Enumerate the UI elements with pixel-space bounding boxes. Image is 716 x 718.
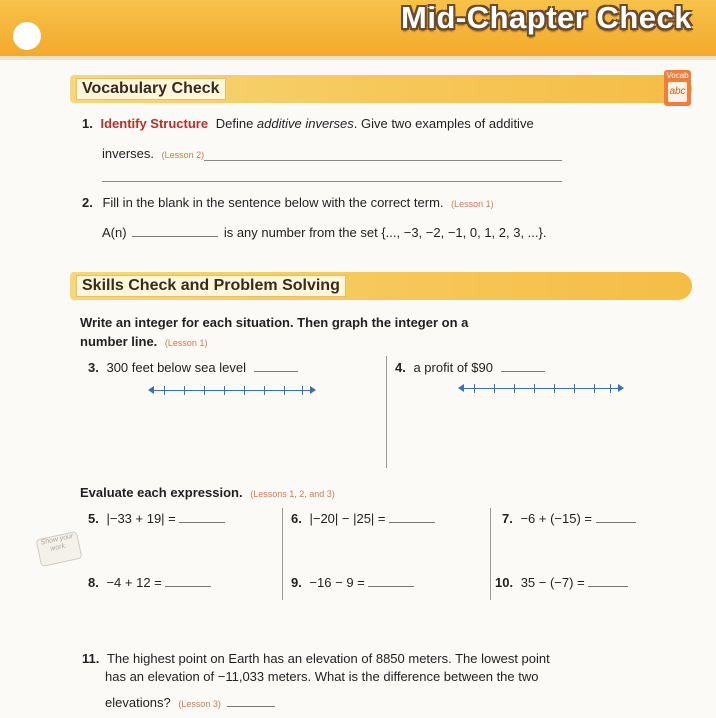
q11-lesson: (Lesson 3) <box>178 699 221 709</box>
question-3 <box>88 360 298 375</box>
skills-intro-line1: Write an integer for each situation. Then graph the integer on a <box>80 315 469 330</box>
q11-blank[interactable] <box>227 706 275 707</box>
question-1 <box>82 116 534 131</box>
column-divider <box>490 508 491 600</box>
expression-6 <box>291 511 435 526</box>
identify-structure-tag: Identify Structure <box>100 116 209 131</box>
question-number: 1. <box>82 116 93 131</box>
q11-line3: elevations? <box>105 695 171 710</box>
expression-text: |−20| − |25| = <box>309 511 386 526</box>
question-11-line3 <box>105 695 275 710</box>
question-number: 2. <box>82 195 93 210</box>
skills-banner <box>70 272 692 300</box>
page-title: Mid-Chapter Check <box>401 0 692 35</box>
question-1-line2 <box>102 146 204 161</box>
q1-text-a: Define <box>215 116 257 131</box>
expression-text: −16 − 9 = <box>309 575 365 590</box>
expression-5 <box>88 511 225 526</box>
vocab-badge <box>664 70 691 106</box>
q2-prefix: A(n) <box>102 225 127 240</box>
question-number: 7. <box>502 511 513 526</box>
expression-8 <box>88 575 211 590</box>
show-work-note: Show your work. <box>36 531 83 567</box>
question-number: 6. <box>291 511 302 526</box>
answer-blank[interactable] <box>179 522 225 523</box>
question-number: 5. <box>88 511 99 526</box>
answer-blank[interactable] <box>588 586 628 587</box>
answer-blank[interactable] <box>596 522 636 523</box>
vocab-heading: Vocabulary Check <box>76 78 226 100</box>
q1-lesson: (Lesson 2) <box>161 150 205 160</box>
expression-9 <box>291 575 414 590</box>
expression-text: 35 − (−7) = <box>520 575 585 590</box>
q2-blank[interactable] <box>132 236 218 237</box>
evaluate-heading-row <box>80 485 335 500</box>
question-number: 11. <box>82 651 100 666</box>
expression-text: |−33 + 19| = <box>106 511 176 526</box>
q3-number-line[interactable] <box>152 384 312 396</box>
q1-answer-line-1[interactable] <box>204 160 562 161</box>
expression-text: −6 + (−15) = <box>520 511 593 526</box>
abc-icon: abc <box>668 82 687 102</box>
intro-lesson: (Lesson 1) <box>164 338 208 348</box>
question-number: 4. <box>395 360 406 375</box>
q11-line1: The highest point on Earth has an elevation of 8850 meters. The lowest point <box>106 651 550 666</box>
question-2 <box>82 195 494 210</box>
intro-line2-text: number line. <box>80 334 158 349</box>
column-divider <box>386 356 387 468</box>
q1-answer-line-2[interactable] <box>102 181 562 182</box>
q4-number-line[interactable] <box>462 382 620 394</box>
q11-line2: has an elevation of −11,033 meters. What is the difference between the two <box>105 669 539 684</box>
vocab-badge-label: Vocab <box>666 71 689 80</box>
q1-line2: inverses. <box>102 146 155 161</box>
q4-text: a profit of $90 <box>413 360 493 375</box>
question-2-sentence <box>102 225 546 240</box>
question-4 <box>395 360 545 375</box>
q1-term: additive inverses <box>256 116 354 131</box>
q2-lesson: (Lesson 1) <box>451 199 494 209</box>
skills-intro-line2 <box>80 334 207 349</box>
expression-text: −4 + 12 = <box>106 575 162 590</box>
vocab-banner <box>70 75 692 103</box>
question-number: 3. <box>88 360 99 375</box>
q4-blank[interactable] <box>501 371 545 372</box>
answer-blank[interactable] <box>368 586 414 587</box>
question-number: 8. <box>88 575 99 590</box>
evaluate-lesson: (Lessons 1, 2, and 3) <box>250 489 335 499</box>
answer-blank[interactable] <box>389 522 435 523</box>
question-number: 10. <box>495 575 514 590</box>
binder-hole <box>13 22 41 50</box>
expression-10 <box>495 575 628 590</box>
skills-heading: Skills Check and Problem Solving <box>76 275 346 297</box>
q2-text: Fill in the blank in the sentence below with the correct term. <box>102 195 444 210</box>
question-11-line1 <box>82 651 550 666</box>
expression-7 <box>502 511 636 526</box>
header-divider <box>0 56 716 60</box>
q1-text-b: . Give two examples of additive <box>353 116 534 131</box>
evaluate-heading: Evaluate each expression. <box>80 485 243 500</box>
q3-blank[interactable] <box>254 371 298 372</box>
column-divider <box>282 508 283 600</box>
q3-text: 300 feet below sea level <box>106 360 246 375</box>
answer-blank[interactable] <box>165 586 211 587</box>
question-number: 9. <box>291 575 302 590</box>
q2-suffix: is any number from the set {..., −3, −2, −1, 0, 1, 2, 3, ...}. <box>223 225 547 240</box>
